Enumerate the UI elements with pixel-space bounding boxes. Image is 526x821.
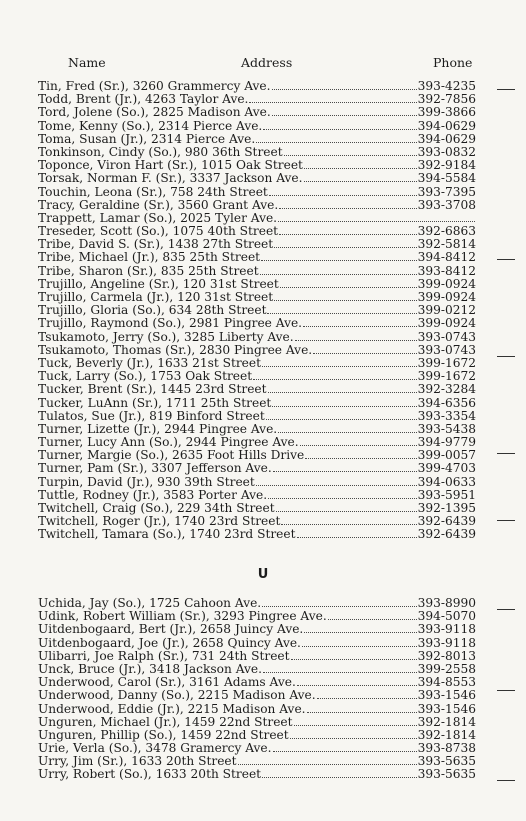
directory-entry (38, 703, 476, 716)
directory-entry (38, 357, 476, 370)
entry-name-address: Turner, Pam (Sr.), 3307 Jefferson Ave. (38, 462, 272, 476)
entry-name-address: Treseder, Scott (So.), 1075 40th Street (38, 225, 279, 239)
directory-entry (38, 528, 476, 541)
directory-entry (38, 278, 476, 291)
entry-name-address: Twitchell, Roger (Jr.), 1740 23rd Street (38, 515, 281, 529)
entry-name-address: Tuck, Beverly (Jr.), 1633 21st Street (38, 356, 262, 370)
entry-phone: 393-8990 (417, 597, 476, 610)
directory-entry (38, 251, 476, 264)
dot-leader (267, 304, 416, 314)
directory-entry (38, 716, 476, 729)
dot-leader (328, 610, 417, 620)
entry-name-address: Trujillo, Carmela (Jr.), 120 31st Street (38, 291, 274, 304)
entry-name-address: Tuck, Larry (So.), 1753 Oak Street (38, 370, 253, 384)
directory-entry (38, 304, 476, 317)
margin-mark (497, 609, 515, 610)
entry-phone: 392-5814 (417, 238, 476, 252)
dot-leader (307, 703, 417, 713)
entry-name-address: Underwood, Danny (So.), 2215 Madison Ave. (38, 689, 316, 703)
entry-phone: 393-3354 (417, 409, 476, 423)
entry-phone: 393-3708 (417, 198, 476, 212)
entry-name-address: Trappett, Lamar (So.), 2025 Tyler Ave. (38, 211, 278, 225)
entry-phone: 392-7856 (417, 93, 476, 107)
directory-entry (38, 729, 476, 742)
entry-phone: 393-8738 (417, 742, 476, 756)
entry-name-address: Tonkinson, Cindy (So.), 980 36th Street (38, 145, 283, 159)
directory-entry (38, 515, 476, 528)
dot-leader (278, 423, 416, 433)
entry-phone: 394-5584 (417, 172, 476, 186)
directory-entry (38, 436, 476, 449)
dot-leader (302, 637, 417, 647)
section-letter-heading: U (257, 567, 269, 582)
dot-leader (256, 476, 417, 486)
entry-phone: 393-5635 (417, 755, 476, 769)
directory-entry (38, 106, 476, 119)
dot-leader (303, 317, 417, 327)
dot-leader (273, 742, 417, 752)
entry-name-address: Tribe, Michael (Jr.), 835 25th Street (38, 251, 261, 265)
directory-entry (38, 344, 476, 357)
directory-entry (38, 462, 476, 475)
directory-entry (38, 212, 476, 225)
directory-entry (38, 610, 476, 623)
margin-mark (497, 453, 515, 454)
entry-phone: 393-5951 (417, 488, 476, 502)
dot-leader (256, 133, 416, 143)
dot-leader (274, 238, 416, 248)
directory-entry (38, 370, 476, 383)
entry-phone: 399-0057 (417, 449, 476, 463)
entry-phone: 393-9118 (417, 636, 476, 650)
directory-entry (38, 410, 476, 423)
entry-name-address: Udink, Robert William (Sr.), 3293 Pingree Ave. (38, 610, 327, 624)
dot-leader (269, 186, 417, 196)
dot-leader (272, 80, 417, 90)
margin-mark (497, 690, 515, 691)
directory-entry (38, 120, 476, 133)
margin-mark (497, 520, 515, 521)
entry-phone: 393-5635 (417, 768, 476, 782)
margin-mark (497, 356, 515, 357)
entry-name-address: Todd, Brent (Jr.), 4263 Taylor Ave. (38, 93, 249, 107)
entry-phone: 394-0629 (417, 119, 476, 133)
entry-name-address: Tord, Jolene (So.), 2825 Madison Ave. (38, 106, 271, 120)
directory-entry (38, 397, 476, 410)
dot-leader (281, 515, 416, 525)
entry-phone: 399-3866 (417, 106, 476, 120)
dot-leader (273, 462, 417, 472)
u-section-list (38, 597, 476, 782)
directory-entry (38, 650, 476, 663)
entry-phone: 399-1672 (417, 370, 476, 384)
directory-entry (38, 637, 476, 650)
directory-entry (38, 502, 476, 515)
entry-name-address: Underwood, Carol (Sr.), 3161 Adams Ave. (38, 676, 296, 690)
entry-name-address: Tsukamoto, Thomas (Sr.), 2830 Pingree Ave. (38, 343, 313, 357)
entry-phone: 399-2558 (417, 662, 476, 676)
directory-entry (38, 663, 476, 676)
dot-leader (284, 146, 417, 156)
entry-phone: 393-1546 (417, 689, 476, 703)
entry-name-address: Tribe, David S. (Sr.), 1438 27th Street (38, 238, 274, 252)
dot-leader (300, 436, 417, 446)
entry-name-address: Trujillo, Angeline (Sr.), 120 31st Street (38, 277, 279, 291)
dot-leader (313, 344, 416, 354)
entry-phone: 394-5070 (417, 610, 476, 624)
entry-name-address: Tin, Fred (Sr.), 3260 Grammercy Ave. (38, 80, 271, 93)
name-column-label: Name (68, 55, 106, 70)
dot-leader (263, 663, 417, 673)
entry-name-address: Trujillo, Gloria (So.), 634 28th Street (38, 304, 267, 318)
dot-leader (266, 410, 417, 420)
dot-leader (261, 251, 417, 261)
entry-name-address: Turpin, David (Jr.), 930 39th Street (38, 475, 255, 489)
entry-phone: 393-8412 (417, 264, 476, 278)
directory-entry (38, 186, 476, 199)
directory-entry (38, 755, 476, 768)
entry-name-address: Toponce, Viron Hart (Sr.), 1015 Oak Street (38, 159, 303, 173)
entry-name-address: Tsukamoto, Jerry (So.), 3285 Liberty Ave. (38, 330, 294, 344)
dot-leader (297, 676, 417, 686)
directory-entry (38, 676, 476, 689)
entry-name-address: Uitdenbogaard, Joe (Jr.), 2658 Quincy Ave. (38, 636, 301, 650)
entry-name-address: Ulibarri, Joe Ralph (Sr.), 731 24th Street (38, 649, 290, 663)
entry-phone: 399-0924 (417, 291, 476, 304)
directory-entry (38, 742, 476, 755)
dot-leader (272, 106, 417, 116)
directory-entry (38, 597, 476, 610)
dot-leader (263, 120, 416, 130)
dot-leader (238, 755, 417, 765)
directory-entry (38, 80, 476, 93)
entry-name-address: Unck, Bruce (Jr.), 3418 Jackson Ave. (38, 662, 262, 676)
entry-phone: 399-4703 (417, 462, 476, 476)
entry-phone: 392-9184 (417, 159, 476, 173)
dot-leader (249, 93, 416, 103)
margin-mark (497, 780, 515, 781)
margin-mark (497, 89, 515, 90)
directory-entry (38, 133, 476, 146)
dot-leader (262, 597, 416, 607)
entry-phone: 392-3284 (417, 383, 476, 397)
entry-phone: 399-0924 (417, 277, 476, 291)
entry-name-address: Tuttle, Rodney (Jr.), 3583 Porter Ave. (38, 488, 268, 502)
directory-entry (38, 265, 476, 278)
dot-leader (291, 650, 417, 660)
dot-leader (295, 331, 417, 341)
dot-leader (304, 623, 416, 633)
directory-entry (38, 146, 476, 159)
entry-name-address: Turner, Margie (So.), 2635 Foot Hills Drive (38, 449, 305, 463)
dot-leader (262, 357, 417, 367)
directory-entry (38, 476, 476, 489)
entry-phone: 399-1672 (417, 356, 476, 370)
entry-name-address: Unguren, Michael (Jr.), 1459 22nd Street (38, 715, 293, 729)
entry-name-address: Turner, Lizette (Jr.), 2944 Pingree Ave. (38, 422, 278, 436)
dot-leader (268, 383, 417, 393)
dot-leader (305, 449, 416, 459)
entry-phone: 393-0832 (417, 145, 476, 159)
directory-entry (38, 623, 476, 636)
entry-phone: 394-0633 (417, 475, 476, 489)
dot-leader (279, 199, 416, 209)
dot-leader (304, 159, 417, 169)
entry-name-address: Tulatos, Sue (Jr.), 819 Binford Street (38, 409, 265, 423)
directory-entry (38, 768, 476, 781)
entry-phone: 392-6439 (417, 515, 476, 529)
directory-entry (38, 449, 476, 462)
directory-entry (38, 159, 476, 172)
dot-leader (290, 729, 417, 739)
entry-phone: 394-0629 (417, 132, 476, 146)
dot-leader (317, 689, 417, 699)
dot-leader (274, 291, 416, 301)
entry-name-address: Urry, Jim (Sr.), 1633 20th Street (38, 755, 237, 769)
entry-phone: 393-9118 (417, 623, 476, 637)
entry-phone: 393-7395 (417, 185, 476, 199)
entry-name-address: Tome, Kenny (So.), 2314 Pierce Ave. (38, 119, 263, 133)
dot-leader (278, 212, 475, 222)
entry-name-address: Urie, Verla (So.), 3478 Gramercy Ave. (38, 742, 272, 756)
entry-phone: 392-8013 (417, 649, 476, 663)
directory-entry (38, 689, 476, 702)
dot-leader (262, 768, 417, 778)
entry-phone: 392-1395 (417, 502, 476, 515)
entry-name-address: Unguren, Phillip (So.), 1459 22nd Street (38, 728, 289, 742)
directory-entry (38, 225, 476, 238)
directory-entry (38, 317, 476, 330)
directory-entry (38, 331, 476, 344)
entry-phone: 392-6439 (417, 528, 476, 542)
entry-phone: 394-8412 (417, 251, 476, 265)
directory-entry (38, 172, 476, 185)
entry-name-address: Touchin, Leona (Sr.), 758 24th Street (38, 185, 268, 199)
entry-name-address: Uitdenbogaard, Bert (Jr.), 2658 Juincy Ave. (38, 623, 304, 637)
entry-name-address: Uchida, Jay (So.), 1725 Cahoon Ave. (38, 597, 262, 610)
directory-entry (38, 199, 476, 212)
directory-entry (38, 238, 476, 251)
entry-name-address: Urry, Robert (So.), 1633 20th Street (38, 768, 262, 782)
entry-phone: 394-9779 (417, 436, 476, 450)
entry-phone: 394-6356 (417, 396, 476, 410)
directory-entry (38, 489, 476, 502)
entry-name-address: Underwood, Eddie (Jr.), 2215 Madison Ave. (38, 702, 306, 716)
entry-name-address: Turner, Lucy Ann (So.), 2944 Pingree Ave. (38, 436, 299, 450)
entry-phone: 399-0212 (417, 304, 476, 318)
entry-name-address: Tucker, Brent (Sr.), 1445 23rd Street (38, 383, 267, 397)
entry-phone: 393-0743 (417, 343, 476, 357)
directory-entry (38, 383, 476, 396)
dot-leader (297, 528, 417, 538)
entry-name-address: Tucker, LuAnn (Sr.), 1711 25th Street (38, 396, 272, 410)
entry-name-address: Twitchell, Craig (So.), 229 34th Street (38, 502, 275, 515)
entry-phone: 393-4235 (417, 80, 476, 93)
directory-entry (38, 93, 476, 106)
t-section-list (38, 80, 476, 542)
entry-phone: 392-1814 (417, 715, 476, 729)
entry-name-address: Tribe, Sharon (Sr.), 835 25th Street (38, 264, 259, 278)
dot-leader (260, 265, 417, 275)
dot-leader (276, 502, 417, 512)
entry-phone: 393-5438 (417, 422, 476, 436)
entry-phone: 392-1814 (417, 728, 476, 742)
address-column-label: Address (241, 55, 293, 70)
entry-name-address: Twitchell, Tamara (So.), 1740 23rd Street (38, 528, 296, 542)
dot-leader (280, 278, 417, 288)
dot-leader (294, 716, 417, 726)
directory-entry (38, 423, 476, 436)
directory-entry (38, 291, 476, 304)
dot-leader (304, 172, 417, 182)
entry-phone: 399-0924 (417, 317, 476, 331)
entry-name-address: Torsak, Norman F. (Sr.), 3337 Jackson Ave. (38, 172, 303, 186)
entry-name-address: Tracy, Geraldine (Sr.), 3560 Grant Ave. (38, 198, 279, 212)
entry-name-address: Toma, Susan (Jr.), 2314 Pierce Ave. (38, 132, 256, 146)
margin-mark (497, 259, 515, 260)
entry-phone: 392-6863 (417, 225, 476, 239)
dot-leader (272, 397, 416, 407)
entry-phone: 394-8553 (417, 676, 476, 690)
entry-phone: 393-1546 (417, 702, 476, 716)
entry-name-address: Trujillo, Raymond (So.), 2981 Pingree Ave. (38, 317, 303, 331)
dot-leader (253, 370, 416, 380)
dot-leader (268, 489, 416, 499)
entry-phone: 393-0743 (417, 330, 476, 344)
dot-leader (279, 225, 417, 235)
column-header (0, 55, 526, 69)
phone-column-label: Phone (433, 55, 473, 70)
